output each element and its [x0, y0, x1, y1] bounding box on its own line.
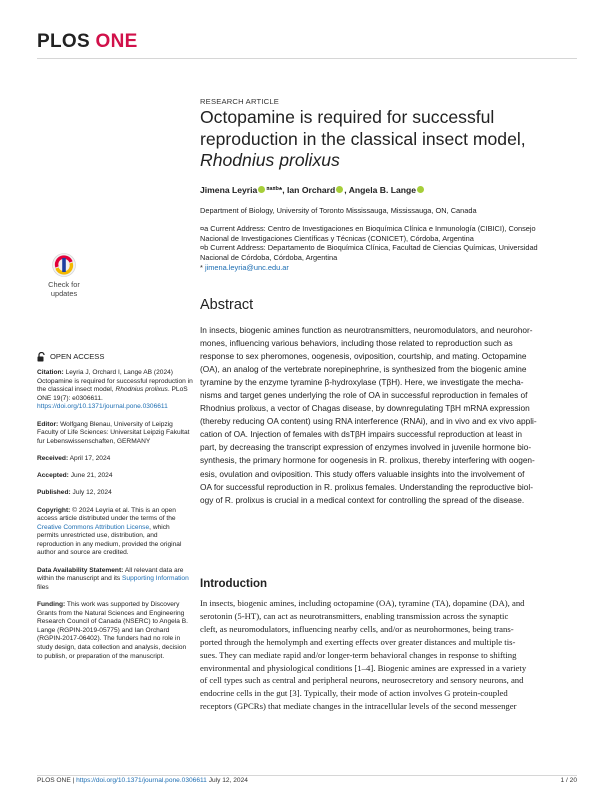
introduction-heading: Introduction [200, 578, 268, 590]
copyright-label: Copyright: [37, 506, 71, 514]
footer-date: July 12, 2024 [206, 777, 248, 784]
abstract-line: (thereby reducing OA content) using RNA interference (RNAi), and in vivo and ex vivo appli- [200, 416, 537, 427]
intro-line: endocrine cells in the gut [3]. Typically, their mode of action involves G protein-coupled [200, 688, 508, 699]
editor-label: Editor: [37, 420, 59, 428]
article-sidebar [37, 352, 193, 670]
intro-line: sues. They can mediate rapid and/or longer-term behavioral changes in response to shifting [200, 649, 517, 660]
footer-journal: PLOS ONE | [37, 777, 77, 784]
data-availability-text1: All relevant data are within the manuscript and its [37, 566, 184, 583]
footer-divider [37, 775, 577, 776]
citation-doi-link[interactable]: https://doi.org/10.1371/journal.pone.0306611 [37, 403, 168, 411]
abstract-line: OA for successful reproduction in R. prolixus females. Understanding the reproductive biol- [200, 481, 533, 492]
citation-label: Citation: [37, 369, 64, 376]
title-line3: Rhodnius prolixus [200, 150, 340, 170]
author-orchard[interactable]: , Ian Orchard [282, 185, 336, 195]
published-block [37, 489, 193, 498]
data-availability-block [37, 567, 193, 593]
abstract-line: nisms and target genes underlying the role of OA in successful reproduction in females of [200, 390, 528, 401]
funding-text: This work was supported by Discovery Grants from the Natural Sciences and Engineering Research Council of Canada (NSERC) to Angela B. Lange (RGPIN-2019-05775) and Ian Orchard (RGPIN-2017-06402). The funders had no role in study design, data collection and analysis, decision to publish, or preparation of the manuscript. [37, 601, 188, 660]
intro-line: In insects, biogenic amines, including octopamine (OA), tyramine (TA), dopamine (DA), and [200, 598, 525, 608]
license-link[interactable]: Creative Commons Attribution License [37, 523, 150, 531]
orcid-icon[interactable] [336, 186, 343, 193]
editor-text: Wolfgang Blenau, University of Leipzig Faculty of Life Sciences: Universitat Leipzig Fakultat fur Lebenswissenschaften, GERMANY [37, 420, 190, 445]
received-block [37, 455, 193, 464]
citation-text2: . PLoS ONE 19(7): e0306611. [37, 386, 188, 402]
author-lange[interactable]: , Angela B. Lange [344, 185, 417, 195]
open-lock-icon [37, 352, 46, 362]
data-availability-label: Data Availability Statement: [37, 566, 124, 574]
copyright-text1: © 2024 Leyria et al. This is an open access article distributed under the terms of the [37, 506, 176, 523]
email-prefix: * [200, 262, 205, 272]
page-number: 1 / 20 [560, 777, 577, 784]
open-access-row [37, 352, 193, 362]
abstract-line: (OA), an analog of the vertebrate norepinephrine, is synthesized from the biogenic amine [200, 364, 527, 375]
abstract-line: In insects, biogenic amines function as neurotransmitters, neuromodulators, and neurohor- [200, 325, 533, 335]
title-line2: reproduction in the classical insect model, [200, 128, 526, 149]
article-title [200, 107, 580, 172]
corresponding-mark: * [278, 185, 283, 195]
editor-block [37, 421, 193, 447]
received-date: April 17, 2024 [68, 454, 111, 462]
abstract-line: Rhodnius prolixus, a vector of Chagas disease, by downregulating TβH mRNA expression [200, 403, 530, 414]
funding-block [37, 601, 193, 661]
open-access-label: OPEN ACCESS [50, 351, 105, 361]
copyright-block [37, 507, 193, 559]
published-date: July 12, 2024 [70, 489, 112, 497]
citation-species: Rhodnius prolixus [115, 386, 168, 394]
author-leyria[interactable]: Jimena Leyria [200, 185, 258, 195]
accepted-label: Accepted: [37, 472, 69, 480]
abstract-line: mones, influencing various behaviors, including those related to reproduction such as [200, 338, 513, 349]
address-a-line1: ¤a Current Address: Centro de Investigaciones en Bioquímica Clínica e Inmunología (CIBICI), Consejo [200, 224, 536, 233]
abstract-line: tyramine by the enzyme tyramine β-hydroxylase (TβH). Here, we investigate the mecha- [200, 377, 524, 388]
address-b-line2: Nacional de Córdoba, Córdoba, Argentina [200, 253, 338, 263]
logo-plos: PLOS [37, 31, 90, 52]
article-type: RESEARCH ARTICLE [200, 97, 280, 106]
intro-line: environmental and physiological conditions [1–4]. Biogenic amines are expressed in a variety [200, 662, 527, 673]
affiliation: Department of Biology, University of Toronto Mississauga, Mississauga, ON, Canada [200, 206, 477, 215]
current-addresses [200, 224, 584, 273]
citation-text: Leyria J, Orchard I, Lange AB (2024) Octopamine is required for successful reproduction in the classical insect model, [37, 369, 193, 394]
check-for-updates-badge[interactable] [37, 253, 91, 310]
author-list [200, 185, 425, 195]
email-link[interactable]: jimena.leyria@unc.edu.ar [204, 262, 289, 272]
copyright-text2: , which permits unrestricted use, distribution, and reproduction in any medium, provided the original author and source are credited. [37, 523, 182, 557]
check-updates-icon [52, 253, 76, 277]
page-footer [37, 777, 577, 784]
logo-one: ONE [95, 31, 138, 52]
author-sup: ¤a¤b [266, 186, 279, 192]
funding-label: Funding: [37, 601, 66, 609]
email-line [200, 263, 584, 273]
abstract-line: esis, ovulation and oviposition. This study offers valuable insights into the involvement of [200, 468, 525, 479]
intro-line: ported through the hemolymph and exerting effects over greater distances and multiple tis- [200, 636, 516, 647]
title-line1: Octopamine is required for successful [200, 107, 495, 127]
check-updates-line2: updates [50, 288, 78, 298]
accepted-date: June 21, 2024 [68, 472, 113, 480]
abstract-line: ogy of R. prolixus is crucial in a medical context for controlling the spread of the disease. [200, 494, 525, 505]
published-label: Published: [37, 489, 71, 497]
footer-doi-link[interactable]: https://doi.org/10.1371/journal.pone.0306611 [76, 777, 207, 784]
intro-line: cleft, as neuromodulators, influencing nearby cells, and/or as neurohormones, being trans- [200, 623, 514, 634]
received-label: Received: [37, 454, 69, 462]
abstract-line: synthesis, the primary hormone for oogenesis in R. prolixus, thereby interfering with oogen- [200, 455, 535, 466]
address-b-line1: ¤b Current Address: Departamento de Bioquímica Clínica, Facultad de Ciencias Químicas, Universidad [200, 243, 538, 253]
check-updates-label [37, 281, 91, 298]
abstract-line: part, by decreasing the transcript expression of enzymes involved in juvenile hormone bio- [200, 442, 532, 453]
orcid-icon[interactable] [258, 186, 265, 193]
citation-block [37, 369, 193, 412]
abstract-line: response to sex pheromones, oogenesis, oviposition, courtship, and mating. Octopamine [200, 351, 527, 362]
intro-line: receptors (GPCRs) that mediate changes in the intracellular levels of the second messenger [200, 701, 517, 712]
journal-logo [37, 31, 138, 53]
abstract-body [200, 324, 584, 507]
abstract-heading: Abstract [200, 297, 254, 313]
orcid-icon[interactable] [417, 186, 424, 193]
accepted-block [37, 472, 193, 481]
introduction-body [200, 597, 586, 713]
intro-line: of cell types such as central and peripheral neurons, neurosecretory and sensory neurons, and [200, 675, 524, 686]
header-divider [37, 58, 577, 59]
address-a-line2: Nacional de Investigaciones Científicas y Técnicas (CONICET), Córdoba, Argentina [200, 233, 474, 243]
intro-line: serotonin (5-HT), can act as neurotransmitters, enabling transmission across the synaptic [200, 610, 509, 621]
supporting-information-link[interactable]: Supporting Information [122, 575, 189, 583]
check-updates-line1: Check for [48, 280, 80, 289]
data-availability-text2: files [37, 583, 49, 591]
abstract-line: cation of OA. Injection of females with dsTβH impairs successful reproduction at least in [200, 429, 523, 440]
